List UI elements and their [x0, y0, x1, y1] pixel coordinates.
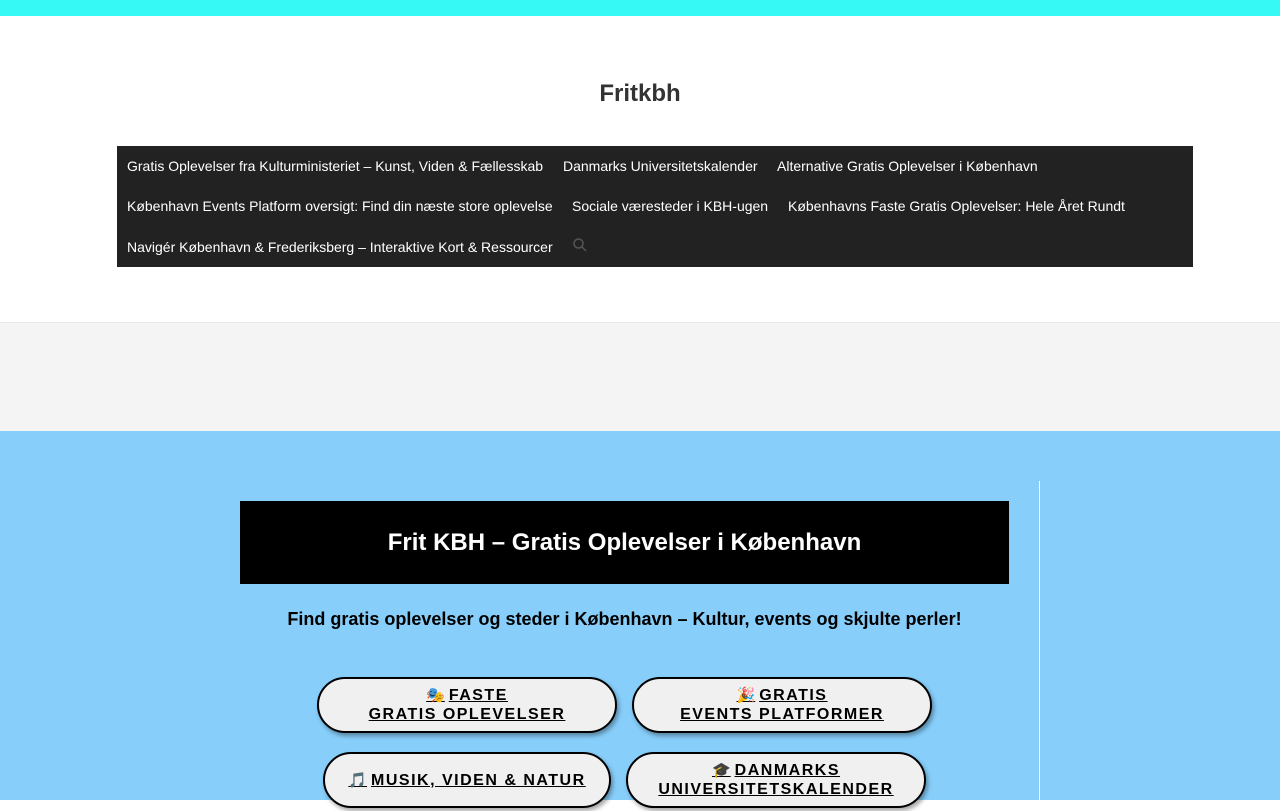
gratis-events-platformer-button[interactable]	[632, 677, 932, 733]
button-line-1: 🎉 GRATIS	[736, 687, 828, 704]
button-line-1: 🎵 MUSIK, VIDEN & NATUR	[348, 771, 586, 789]
site-title[interactable]: Fritkbh	[599, 80, 681, 107]
party-popper-icon: 🎉	[736, 687, 756, 704]
nav-item-events-platform[interactable]: København Events Platform oversigt: Find din næste store oplevelse	[127, 198, 553, 214]
hero-banner	[240, 501, 1009, 584]
theater-masks-icon: 🎭	[426, 687, 445, 704]
nav-item-alternative[interactable]: Alternative Gratis Oplevelser i København	[777, 158, 1038, 174]
button-line-2: GRATIS OPLEVELSER	[368, 706, 566, 723]
top-accent-bar	[0, 0, 1280, 16]
graduation-cap-icon: 🎓	[711, 762, 731, 779]
nav-item-universitetskalender[interactable]: Danmarks Universitetskalender	[563, 158, 758, 174]
button-line-1: 🎓 DANMARKS	[711, 762, 840, 779]
faste-gratis-oplevelser-button[interactable]	[317, 677, 617, 733]
gray-band	[0, 322, 1280, 432]
nav-item-faste-gratis[interactable]: Københavns Faste Gratis Oplevelser: Hele Året Rundt	[788, 198, 1125, 214]
sidebar-divider	[1039, 481, 1040, 811]
button-line-2: EVENTS PLATFORMER	[680, 706, 884, 723]
nav-item-kulturministeriet[interactable]: Gratis Oplevelser fra Kulturministeriet – Kunst, Viden & Fællesskab	[127, 158, 544, 174]
search-icon[interactable]	[572, 237, 588, 253]
music-note-icon: 🎵	[348, 771, 368, 789]
main-navigation	[117, 146, 1193, 267]
content-area	[0, 431, 1280, 800]
tagline: Find gratis oplevelser og steder i København – Kultur, events og skjulte perler!	[287, 609, 962, 629]
hero-title: Frit KBH – Gratis Oplevelser i København	[387, 528, 862, 556]
nav-item-naviger-kort[interactable]: Navigér København & Frederiksberg – Interaktive Kort & Ressourcer	[127, 239, 553, 255]
nav-item-sociale-vaeresteder[interactable]: Sociale væresteder i KBH-ugen	[572, 198, 769, 214]
button-line-2: UNIVERSITETSKALENDER	[658, 781, 894, 798]
button-line-1: 🎭 FASTE	[426, 687, 508, 704]
